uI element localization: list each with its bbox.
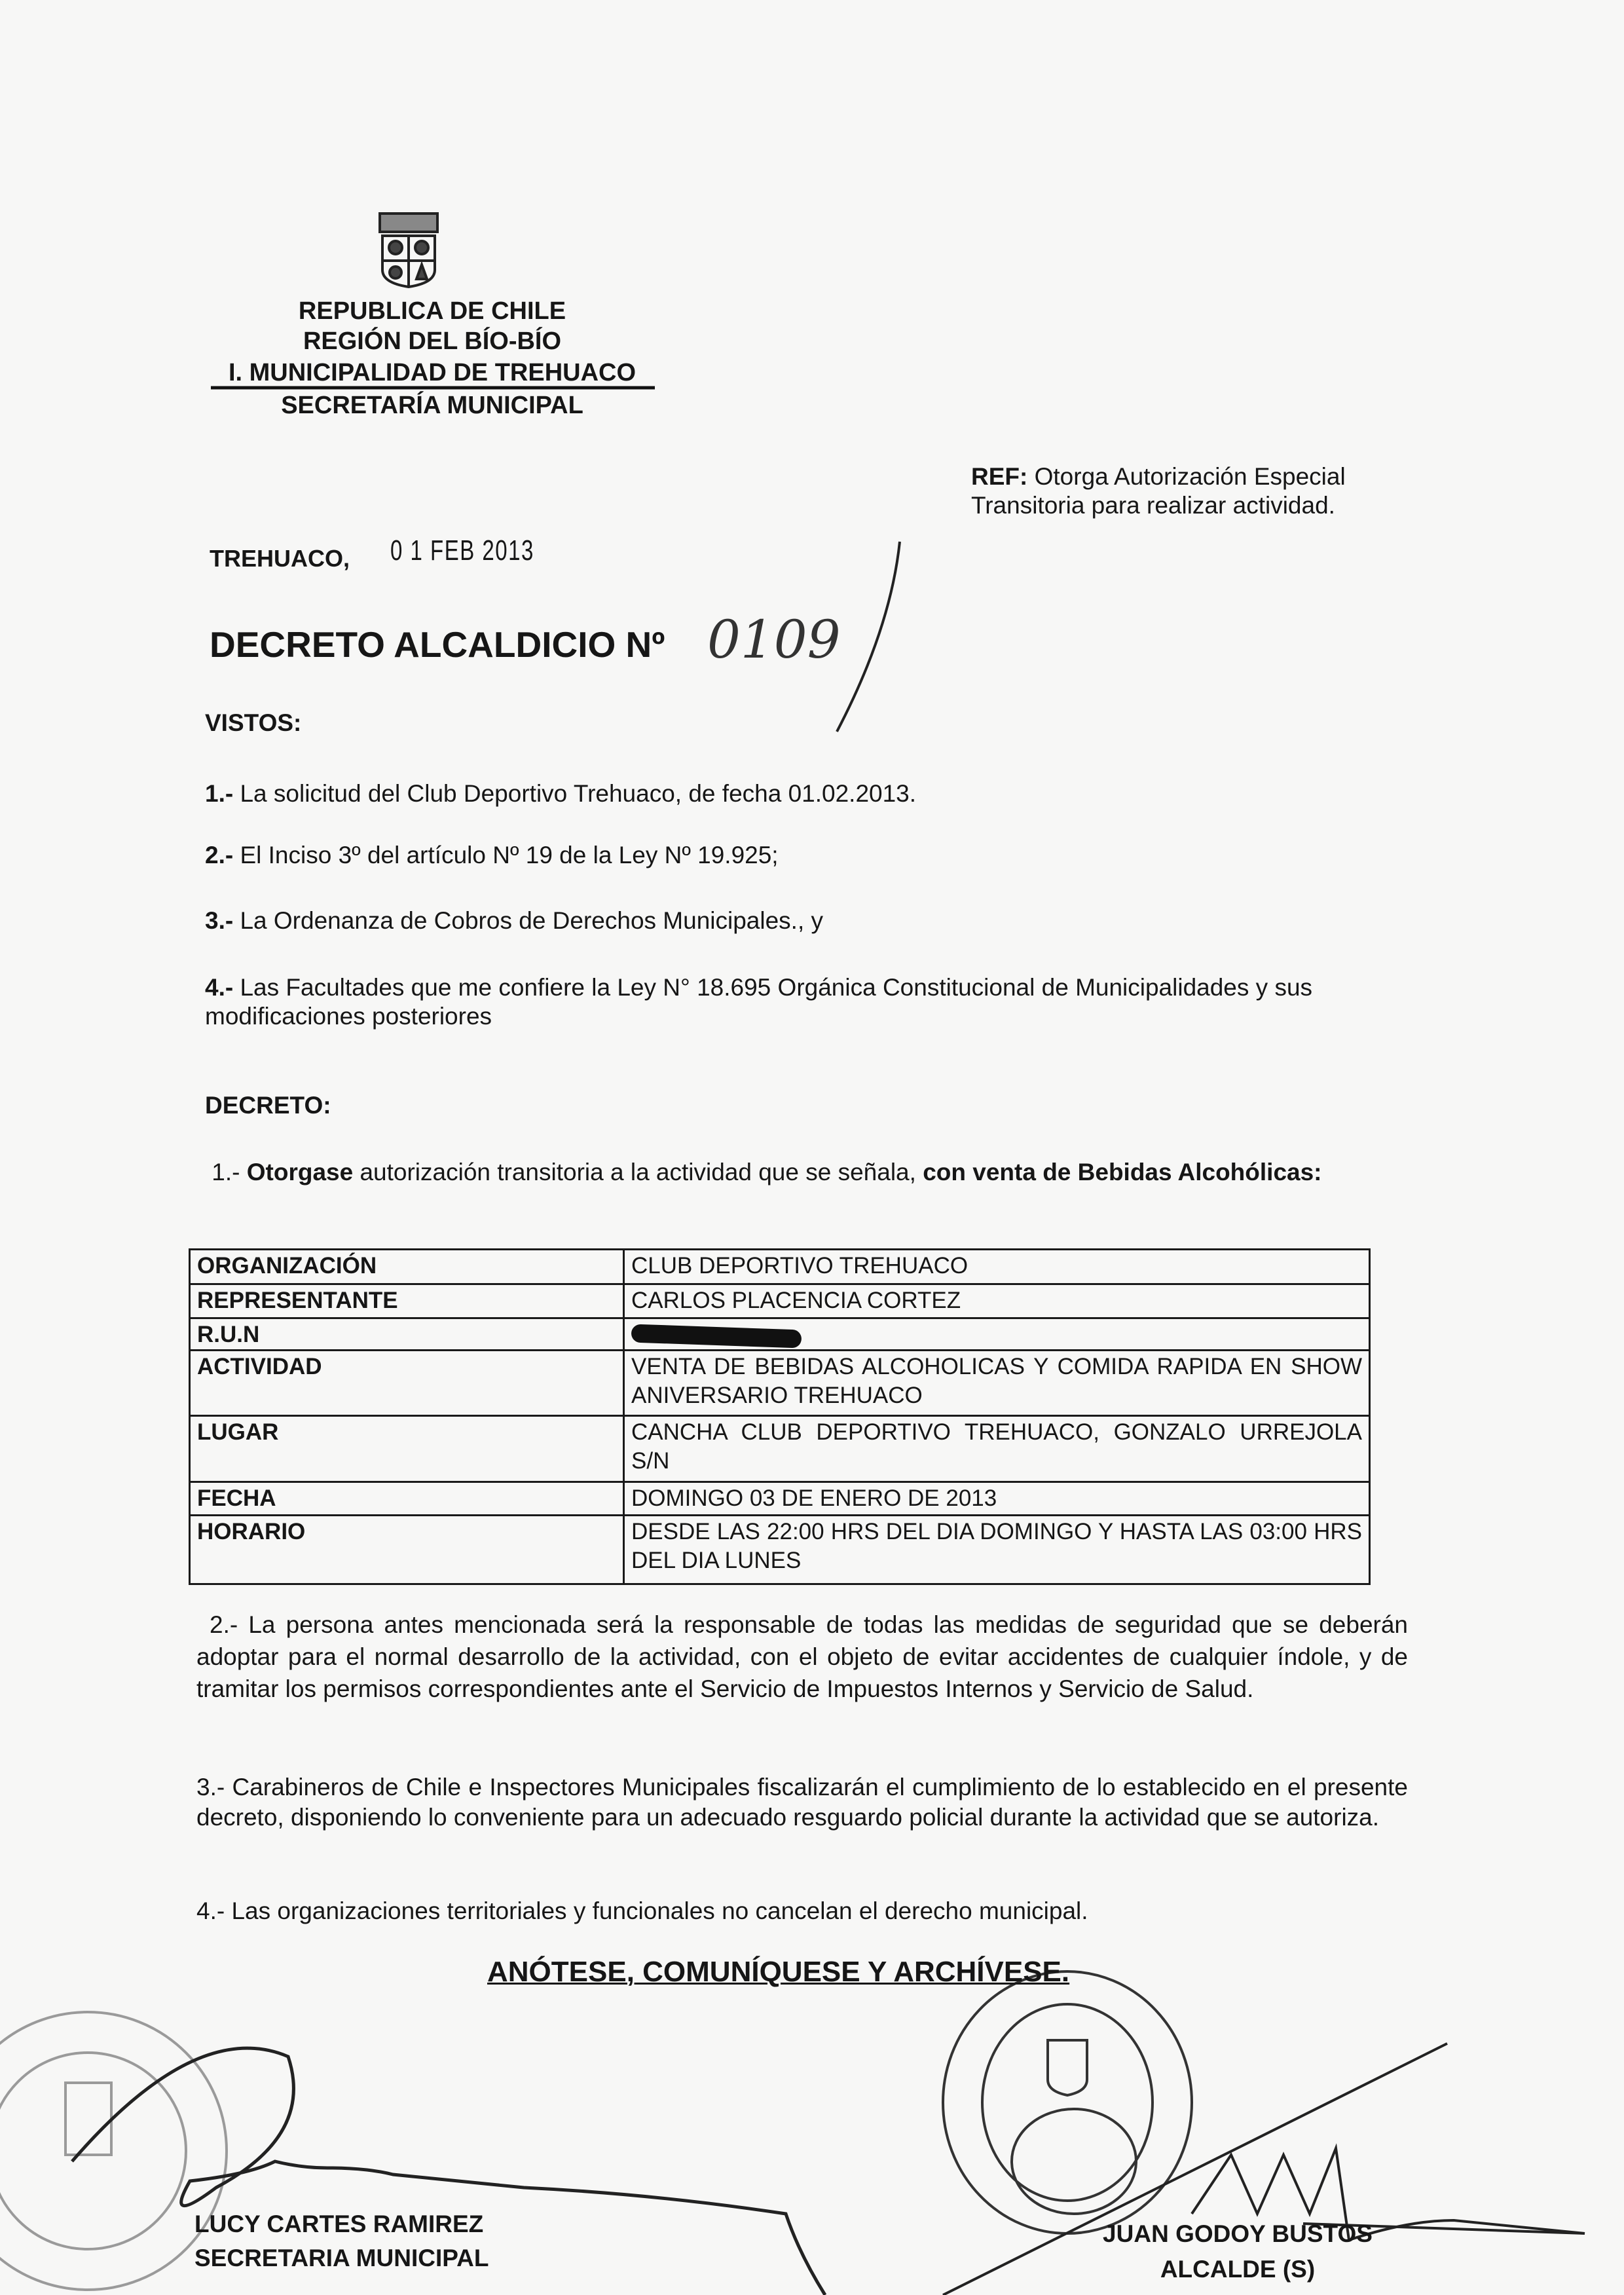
reference-block bbox=[971, 462, 1416, 520]
mayor-signature-block bbox=[1074, 2216, 1401, 2287]
mayor-name: JUAN GODOY BUSTOS bbox=[1103, 2220, 1373, 2247]
table-row: LUGAR CANCHA CLUB DEPORTIVO TREHUACO, GONZALO URREJOLA S/N bbox=[190, 1416, 1370, 1482]
decree-title: DECRETO ALCALDICIO Nº bbox=[210, 624, 665, 665]
date-stamp: 0 1 FEB 2013 bbox=[390, 534, 534, 567]
header-municipality: I. MUNICIPALIDAD DE TREHUACO bbox=[228, 359, 637, 386]
activity-details-table bbox=[189, 1248, 1371, 1585]
place-label: TREHUACO, bbox=[210, 545, 350, 572]
header-region: REGIÓN DEL BÍO-BÍO bbox=[303, 327, 562, 355]
secretary-signature-block bbox=[194, 2207, 489, 2275]
visto-item: 2.- El Inciso 3º del artículo Nº 19 de la Ley Nº 19.925; bbox=[205, 842, 779, 868]
redacted-run bbox=[631, 1324, 802, 1348]
decree-number-handwritten: 0109 bbox=[707, 609, 841, 670]
ref-text-line2: Transitoria para realizar actividad. bbox=[971, 492, 1335, 519]
table-row: FECHA DOMINGO 03 DE ENERO DE 2013 bbox=[190, 1482, 1370, 1516]
ref-text-line1: Otorga Autorización Especial bbox=[1034, 463, 1346, 490]
decreto-paragraph-3: 3.- Carabineros de Chile e Inspectores Municipales fiscalizarán el cumplimiento de lo establecido en el presente decreto, disponiendo lo conveniente para un adecuado resguardo policial durante la actividad que se autoriza. bbox=[196, 1774, 1408, 1831]
table-row: ORGANIZACIÓN CLUB DEPORTIVO TREHUACO bbox=[190, 1250, 1370, 1284]
secretary-stamp bbox=[0, 2012, 227, 2290]
table-row: REPRESENTANTE CARLOS PLACENCIA CORTEZ bbox=[190, 1284, 1370, 1318]
municipal-crest-icon bbox=[380, 214, 437, 287]
decreto-paragraph-4: 4.- Las organizaciones territoriales y funcionales no cancelan el derecho municipal. bbox=[196, 1897, 1088, 1924]
table-row: ACTIVIDAD VENTA DE BEBIDAS ALCOHOLICAS Y COMIDA RAPIDA EN SHOW ANIVERSARIO TREHUACO bbox=[190, 1351, 1370, 1416]
vistos-heading: VISTOS: bbox=[205, 709, 302, 736]
header-department: SECRETARÍA MUNICIPAL bbox=[281, 392, 583, 419]
decreto-paragraph-1: 1.- Otorgase autorización transitoria a la actividad que se señala, con venta de Bebidas Alcohólicas: bbox=[212, 1159, 1322, 1185]
decreto-heading: DECRETO: bbox=[205, 1092, 331, 1119]
table-row: HORARIO DESDE LAS 22:00 HRS DEL DIA DOMINGO Y HASTA LAS 03:00 HRS DEL DIA LUNES bbox=[190, 1516, 1370, 1584]
visto-item: 3.- La Ordenanza de Cobros de Derechos Municipales., y bbox=[205, 907, 824, 934]
mayor-stamp bbox=[943, 1971, 1192, 2233]
table-row: R.U.N bbox=[190, 1318, 1370, 1351]
header-country: REPUBLICA DE CHILE bbox=[298, 297, 566, 325]
ref-label: REF: bbox=[971, 463, 1028, 490]
closing-formula: ANÓTESE, COMUNÍQUESE Y ARCHÍVESE. bbox=[487, 1956, 1070, 1988]
mayor-title: ALCALDE (S) bbox=[1160, 2256, 1316, 2283]
handwritten-slash bbox=[837, 542, 900, 732]
visto-item: 1.- La solicitud del Club Deportivo Trehuaco, de fecha 01.02.2013. bbox=[205, 780, 917, 807]
visto-item: 4.- Las Facultades que me confiere la Ley N° 18.695 Orgánica Constitucional de Municipalidades y sus modificaciones posteriores bbox=[205, 974, 1313, 1030]
decreto-paragraph-2: 2.- La persona antes mencionada será la responsable de todas las medidas de seguridad que se deberán adoptar para el normal desarrollo de la actividad, con el objeto de evitar accidentes de cualquier índole, y de tramitar los permisos correspondientes ante el Servicio de Impuestos Internos y Servicio de Salud. bbox=[196, 1611, 1408, 1702]
secretary-name: LUCY CARTES RAMIREZ bbox=[194, 2211, 484, 2237]
secretary-title: SECRETARIA MUNICIPAL bbox=[194, 2245, 489, 2271]
